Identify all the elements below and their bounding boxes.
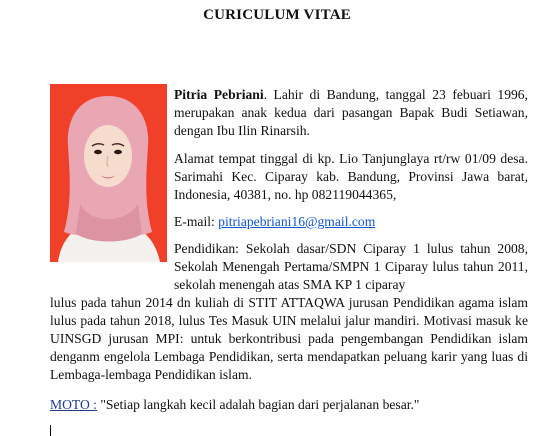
document-title: CURICULUM VITAE xyxy=(203,7,351,23)
portrait-photo xyxy=(50,84,167,262)
email-paragraph xyxy=(174,213,528,231)
education-paragraph-top: Pendidikan: Sekolah dasar/SDN Ciparay 1 lulus tahun 2008, Sekolah Menengah Pertama/SMPN 1 Ciparay lulus tahun 2011, sekolah menengah atas SMA KP 1 ciparay xyxy=(174,241,528,292)
intro-text: . Lahir di Bandung, tanggal 23 febuari 1996, merupakan anak kedua dari pasangan Bapak Budi Setiawan, dengan Ibu Ilin Rinarsih. xyxy=(174,87,528,138)
moto-paragraph xyxy=(50,396,528,414)
portrait-illustration xyxy=(50,84,167,262)
email-link[interactable]: pitriapebriani16@gmail.com xyxy=(218,214,376,229)
moto-text: "Setiap langkah kecil adalah bagian dari perjalanan besar." xyxy=(96,397,420,412)
education-paragraph-bottom: lulus pada tahun 2014 dn kuliah di STIT ATTAQWA jurusan Pendidikan agama islam lulus pada tahun 2018, lulus Tes Masuk UIN melalui jalur mandiri. Motivasi masuk ke UINSGD jurusan MPI: untuk berkontribusi pada pengembangan Pendidikan islam denganm engelola Lembaga Pendidikan, serta mendapatkan peluang karir yang luas di Lembaga-lembaga Pendidikan islam. xyxy=(50,295,528,382)
person-name: Pitria Pebriani xyxy=(174,87,264,102)
address-paragraph: Alamat tempat tinggal di kp. Lio Tanjunglaya rt/rw 01/09 desa. Sarimahi Kec. Ciparay kab. Bandung, Provinsi Jawa barat, Indonesia, 40381, no. hp 082119044365, xyxy=(174,151,528,202)
text-cursor xyxy=(50,425,51,436)
email-label: E-mail: xyxy=(174,214,219,229)
intro-paragraph xyxy=(174,86,528,140)
moto-label: MOTO : xyxy=(50,397,97,412)
